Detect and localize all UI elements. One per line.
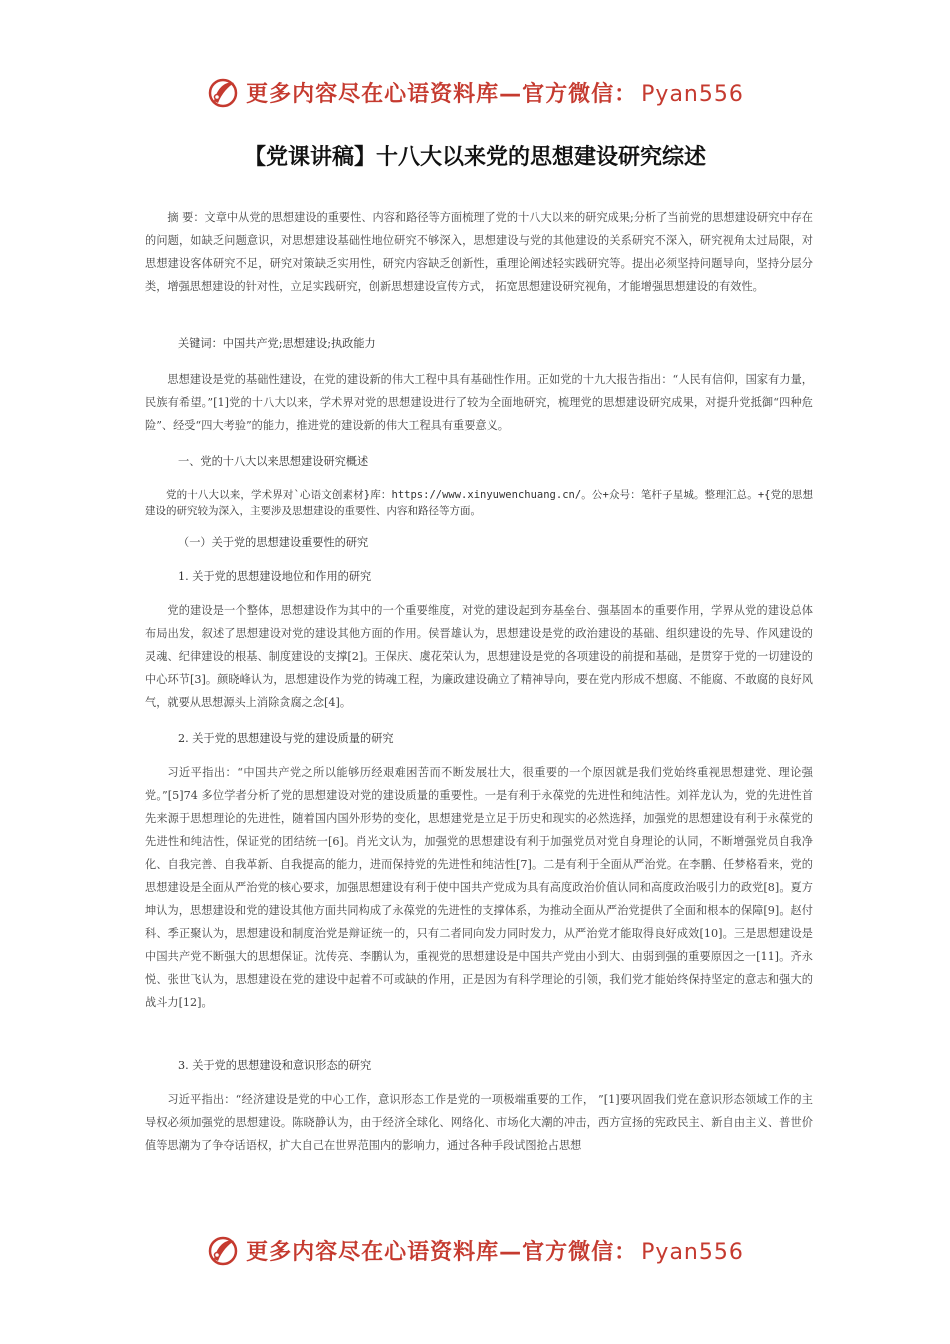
overview-paragraph: 党的十八大以来，学术界对`心语文创素材}库：https://www.xinyuwenchuang.cn/。公+众号：笔杆子星城。整理汇总。+{党的思想建设的研究较为深入，主要涉及思想建设的重要性、内容和路径等方面。 [145,489,813,517]
subsection-heading-1: （一）关于党的思想建设重要性的研究 [178,536,369,549]
wechat-id: Pyan556 [641,1239,744,1265]
heading-1-2: 2. 关于党的思想建设与党的建设质量的研究 [178,732,394,745]
paragraph-1-2: 习近平指出：“中国共产党之所以能够历经艰难困苦而不断发展壮大，很重要的一个原因就是我们党始终重视思想建党、理论强党。”[5]74 多位学者分析了党的思想建设对党的建设质量的重要性。一是有利于永葆党的先进性和纯洁性。刘祥龙认为，党的先进性首先来源于思想理论的先进性，随着国内国外形势的变化，思想建党是立足于历史和现实的必然选择，加强党的思想建设有利于永葆党的先进性和纯洁性，保证党的团结统一[6]。肖光文认为，加强党的思想建设有利于加强党员对党自身理论的认同，不断增强党员自我净化、自我完善、自我革新、自我提高的能力，进而保持党的先进性和纯洁性[7]。二是有利于全面从严治党。在李鹏、任梦格看来，党的思想建设是全面从严治党的核心要求，加强思想建设有利于使中国共产党成为具有高度政治价值认同和高度政治吸引力的政党[8]。夏方坤认为，思想建设和党的建设其他方面共同构成了永葆党的先进性的支撑体系，为推动全面从严治党提供了全面和根本的保障[9]。赵付科、季正聚认为，思想建设和制度治党是辩证统一的，只有二者同向发力同时发力，从严治党才能取得良好成效[10]。三是思想建设是中国共产党不断强大的思想保证。沈传亮、李鹏认为，重视党的思想建设是中国共产党由小到大、由弱到强的重要原因之一[11]。齐永悦、张世飞认为，思想建设在党的建设中起着不可或缺的作用，正是因为有科学理论的引领，我们党才能始终保持坚定的意志和强大的战斗力[12]。 [145,766,813,1009]
heading-1-1: 1. 关于党的思想建设地位和作用的研究 [178,570,372,583]
footer-banner [0,1230,950,1270]
paragraph-1-1: 党的建设是一个整体，思想建设作为其中的一个重要维度，对党的建设起到夯基垒台、强基固本的重要作用，学界从党的建设总体布局出发，叙述了思想建设对党的建设其他方面的作用。侯晋雄认为，思想建设是党的政治建设的基础、组织建设的先导、作风建设的灵魂、纪律建设的根基、制度建设的支撑[2]。王保庆、虞花荣认为，思想建设是党的各项建设的前提和基础，是贯穿于党的一切建设的中心环节[3]。颜晓峰认为，思想建设作为党的铸魂工程，为廉政建设确立了精神导向，要在党内形成不想腐、不能腐、不敢腐的良好风气，就要从思想源头上消除贪腐之念[4]。 [145,604,813,709]
banner-text: 更多内容尽在心语资料库—官方微信： Pyan556 [246,1239,744,1265]
banner-text: 更多内容尽在心语资料库—官方微信： Pyan556 [246,81,744,107]
section-heading-1: 一、党的十八大以来思想建设研究概述 [178,455,369,468]
intro-paragraph: 思想建设是党的基础性建设，在党的建设新的伟大工程中具有基础性作用。正如党的十九大报告指出：“人民有信仰，国家有力量，民族有希望。”[1]党的十八大以来，学术界对党的思想建设进行了较为全面地研究，梳理党的思想建设研究成果，对提升党抵御“四种危险”、经受“四大考验”的能力，推进党的建设新的伟大工程具有重要意义。 [145,373,813,432]
abstract: 摘 要：文章中从党的思想建设的重要性、内容和路径等方面梳理了党的十八大以来的研究成果;分析了当前党的思想建设研究中存在的问题，如缺乏问题意识，对思想建设基础性地位研究不够深入，思想建设与党的其他建设的关系研究不深入，研究视角太过局限，对思想建设客体研究不足，研究对策缺乏实用性，研究内容缺乏创新性，重理论阐述轻实践研究等。提出必须坚持问题导向，坚持分层分类，增强思想建设的针对性，立足实践研究，创新思想建设宣传方式， 拓宽思想建设研究视角，才能增强思想建设的有效性。 [145,211,813,293]
page-title: 【党课讲稿】十八大以来党的思想建设研究综述 [243,145,706,170]
paragraph-1-3: 习近平指出：“经济建设是党的中心工作，意识形态工作是党的一项极端重要的工作， ”[1]要巩固我们党在意识形态领域工作的主导权必须加强党的思想建设。陈晓静认为，由于经济全球化、网络化、市场化大潮的冲击，西方宣扬的宪政民主、新自由主义、普世价值等思潮为了争夺话语权，扩大自己在世界范围内的影响力，通过各种手段试图抢占思想 [145,1093,813,1152]
logo-icon [206,75,240,109]
wechat-id: Pyan556 [641,81,744,107]
logo-icon [206,1233,240,1267]
header-banner [0,72,950,112]
keywords: 关键词：中国共产党;思想建设;执政能力 [178,337,376,350]
heading-1-3: 3. 关于党的思想建设和意识形态的研究 [178,1059,372,1072]
